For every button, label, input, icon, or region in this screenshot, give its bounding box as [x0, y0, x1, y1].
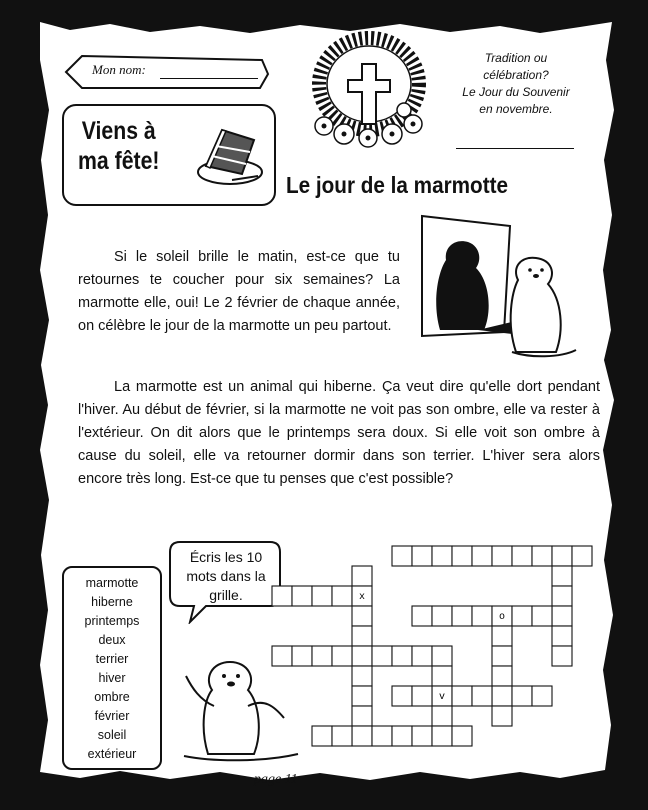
crossword-cell[interactable] [432, 606, 452, 626]
name-input-line[interactable] [160, 78, 258, 79]
crossword-cell[interactable] [412, 546, 432, 566]
crossword-cell[interactable] [332, 646, 352, 666]
crossword-cell[interactable] [512, 606, 532, 626]
crossword-cell[interactable] [472, 546, 492, 566]
word-item: deux [98, 633, 126, 647]
crossword-cell[interactable] [552, 606, 572, 626]
crossword-cell[interactable] [552, 546, 572, 566]
page-title: Le jour de la marmotte [286, 172, 509, 198]
crossword-cell[interactable] [352, 666, 372, 686]
crossword-cell[interactable] [392, 726, 412, 746]
crossword-cell[interactable] [412, 726, 432, 746]
crossword-cell[interactable] [452, 726, 472, 746]
crossword-cell[interactable] [312, 726, 332, 746]
word-item: terrier [95, 652, 129, 666]
crossword-cell[interactable] [312, 586, 332, 606]
crossword-cell[interactable] [432, 666, 452, 686]
crossword-cell[interactable] [372, 646, 392, 666]
tradition-line-4: en novembre. [479, 102, 553, 116]
crossword-cell[interactable] [352, 686, 372, 706]
crossword-cell[interactable] [492, 706, 512, 726]
crossword-cell[interactable] [432, 646, 452, 666]
crossword-cell[interactable] [472, 686, 492, 706]
crossword-cell[interactable] [452, 686, 472, 706]
tradition-line-2: célébration? [483, 68, 549, 82]
tradition-note [446, 50, 586, 118]
crossword-given-letter: x [358, 592, 366, 603]
crossword-cell[interactable] [412, 606, 432, 626]
crossword-cell[interactable] [312, 646, 332, 666]
crossword-cell[interactable] [392, 646, 412, 666]
crossword-cell[interactable] [532, 546, 552, 566]
crossword-cell[interactable] [432, 726, 452, 746]
crossword-cell[interactable] [472, 606, 492, 626]
crossword-cell[interactable] [432, 546, 452, 566]
crossword-cell[interactable] [352, 726, 372, 746]
word-item: ombre [94, 690, 130, 704]
crossword-cell[interactable] [492, 626, 512, 646]
crossword-given-letter: v [438, 692, 446, 703]
tradition-line-1: Tradition ou [484, 51, 548, 65]
crossword-instruction: Écris les 10 mots dans la grille. [186, 549, 266, 603]
crossword-cell[interactable] [452, 546, 472, 566]
crossword-grid[interactable] [270, 544, 602, 764]
crossword-cell[interactable] [532, 686, 552, 706]
crossword-cell[interactable] [352, 606, 372, 626]
word-item: soleil [97, 728, 127, 742]
tradition-line-3: Le Jour du Souvenir [462, 85, 570, 99]
crossword-cell[interactable] [532, 606, 552, 626]
paragraph-intro: Si le soleil brille le matin, est-ce que tu retournes te coucher pour six semaines? La marmotte elle, oui! Le 2 février de chaque année, on célèbre le jour de la marmotte un peu partout. [78, 249, 400, 334]
crossword-cell[interactable] [552, 626, 572, 646]
page-number: page 11 [254, 772, 298, 787]
crossword-cell[interactable] [352, 706, 372, 726]
crossword-cell[interactable] [352, 566, 372, 586]
crossword-cell[interactable] [352, 626, 372, 646]
crossword-cell[interactable] [272, 586, 292, 606]
crossword-cell[interactable] [512, 686, 532, 706]
crossword-cell[interactable] [332, 726, 352, 746]
word-item: extérieur [87, 747, 137, 761]
cake-icon [192, 118, 266, 192]
word-item: marmotte [85, 576, 139, 590]
word-list-box [62, 566, 162, 770]
word-item: hiver [98, 671, 126, 685]
crossword-cell[interactable] [332, 586, 352, 606]
crossword-cell[interactable] [492, 546, 512, 566]
groundhog-shadow-illustration [420, 212, 580, 362]
crossword-cell[interactable] [392, 686, 412, 706]
crossword-cell[interactable] [432, 706, 452, 726]
crossword-cell[interactable] [372, 726, 392, 746]
crossword-cell[interactable] [412, 686, 432, 706]
word-item: hiberne [91, 595, 133, 609]
paragraph-body: La marmotte est un animal qui hiberne. Ça veut dire qu'elle dort pendant l'hiver. Au début de février, si la marmotte ne voit pas son ombre, elle va rester à l'extérieur. On dit alors que le printemps sera doux. Si elle voit son ombre à cause du soleil, elle va retourner dormir dans son terrier. L'hiver sera alors encore très long. Est-ce que tu penses que c'est possible? [78, 379, 600, 487]
crossword-cell[interactable] [352, 646, 372, 666]
crossword-cell[interactable] [492, 646, 512, 666]
tradition-answer-line[interactable] [456, 148, 574, 149]
crossword-cell[interactable] [292, 586, 312, 606]
crossword-cell[interactable] [492, 666, 512, 686]
crossword-cell[interactable] [512, 546, 532, 566]
crossword-given-letter: o [498, 612, 506, 623]
crossword-cell[interactable] [492, 686, 512, 706]
crossword-cell[interactable] [412, 646, 432, 666]
crossword-cell[interactable] [392, 546, 412, 566]
word-item: février [94, 709, 130, 723]
crossword-cell[interactable] [452, 606, 472, 626]
remembrance-wreath-icon [310, 28, 428, 150]
word-item: printemps [84, 614, 140, 628]
crossword-cell[interactable] [552, 586, 572, 606]
crossword-cell[interactable] [552, 566, 572, 586]
crossword-cell[interactable] [552, 646, 572, 666]
name-label: Mon nom: [92, 62, 146, 77]
crossword-cell[interactable] [272, 646, 292, 666]
crossword-cell[interactable] [292, 646, 312, 666]
crossword-cell[interactable] [572, 546, 592, 566]
party-badge-title: Viens à ma fête! [78, 117, 160, 175]
